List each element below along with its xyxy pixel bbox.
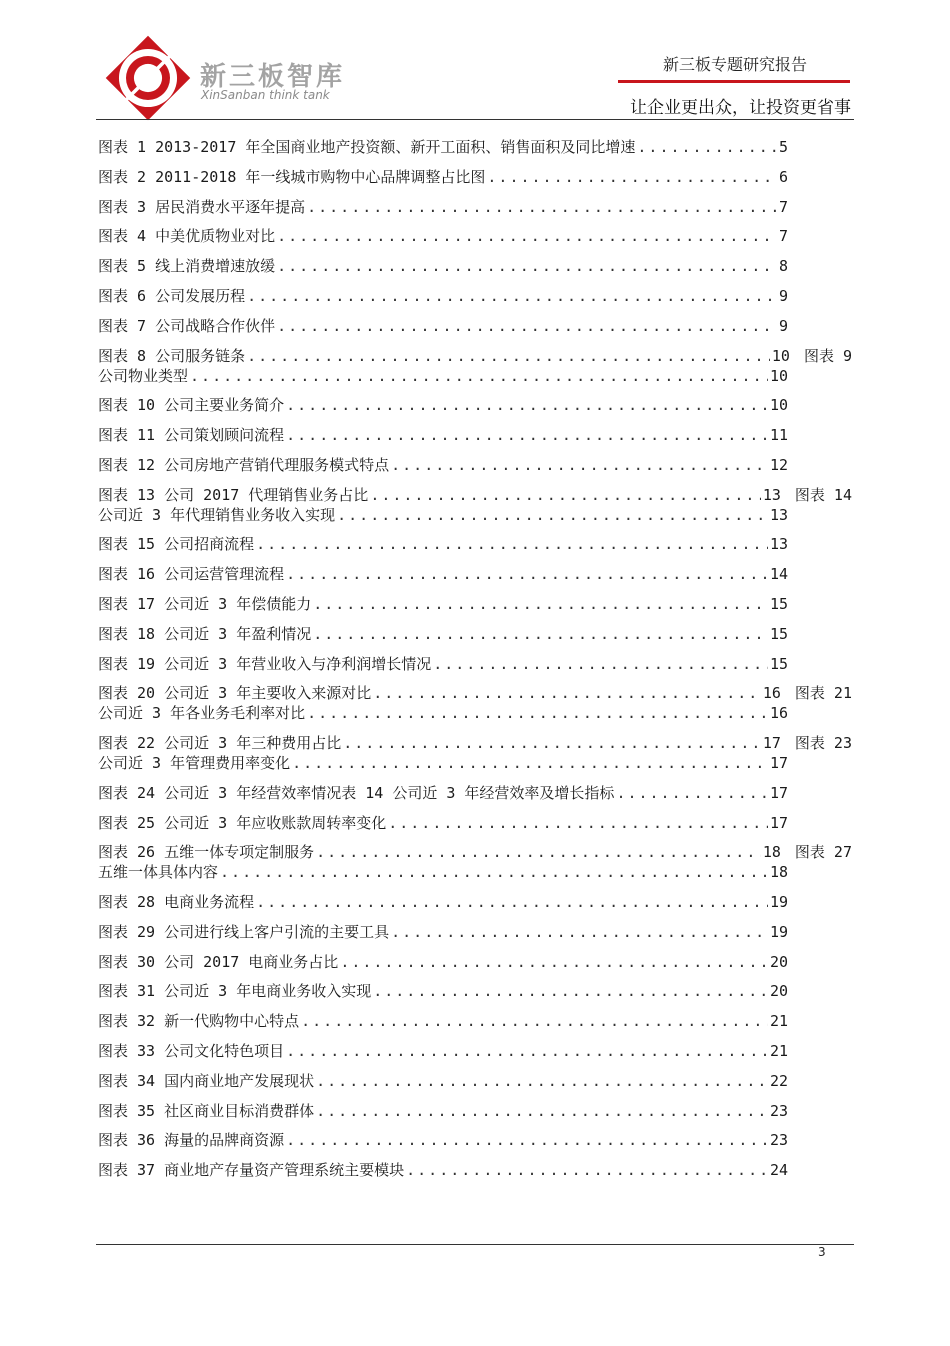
toc-entry-title: 图表 37 商业地产存量资产管理系统主要模块 — [98, 1161, 405, 1180]
toc-entry-page: 10 — [769, 366, 788, 385]
toc-entry[interactable] — [98, 1101, 852, 1131]
toc-entry-page: 23 — [769, 1101, 788, 1120]
slogan: 让企业更出众，让投资更省事 — [630, 98, 851, 117]
toc-leader-dots — [433, 654, 768, 674]
toc-entry-title: 公司物业类型 — [98, 366, 189, 385]
toc-entry-row — [98, 197, 788, 217]
toc-entry-title: 公司近 3 年各业务毛利率对比 — [98, 704, 306, 723]
toc-entry[interactable] — [98, 395, 852, 425]
toc-entry-page: 16 — [769, 704, 788, 723]
toc-leader-dots — [373, 683, 761, 703]
toc-entry-page: 6 — [778, 167, 788, 186]
toc-entry-row — [98, 1041, 788, 1061]
toc-entry-page: 20 — [769, 952, 788, 971]
toc-entry-title: 图表 1 2013-2017 年全国商业地产投资额、新开工面积、销售面积及同比增速 — [98, 138, 636, 156]
toc-entry-title: 图表 17 公司近 3 年偿债能力 — [98, 594, 312, 613]
toc-entry-row — [98, 981, 788, 1001]
toc-leader-dots — [301, 1011, 768, 1031]
toc-entry-page: 13 — [769, 505, 788, 524]
xinsanban-logo-icon — [104, 34, 192, 122]
toc-entry[interactable] — [98, 1011, 852, 1041]
toc-entry-title: 图表 22 公司近 3 年三种费用占比 — [98, 734, 342, 753]
toc-entry[interactable] — [98, 1130, 852, 1160]
toc-entry-title: 图表 31 公司近 3 年电商业务收入实现 — [98, 982, 372, 1001]
toc-entry-row — [98, 654, 788, 674]
toc-entry-row — [98, 226, 788, 246]
toc-entry[interactable] — [98, 624, 852, 654]
toc-entry-page: 18 — [769, 863, 788, 882]
toc-entry-row — [98, 455, 788, 475]
toc-entry-row — [98, 485, 852, 505]
toc-leader-dots — [343, 733, 761, 753]
toc-entry-page: 7 — [778, 227, 788, 246]
toc-entry-title: 图表 12 公司房地产营销代理服务模式特点 — [98, 455, 390, 474]
toc-entry[interactable] — [98, 1071, 852, 1101]
toc-entry-page: 23 — [769, 1131, 788, 1150]
toc-entry-row — [98, 505, 788, 525]
toc-leader-dots — [277, 226, 777, 246]
toc-entry[interactable] — [98, 654, 852, 684]
toc-leader-dots — [286, 1130, 768, 1150]
toc-entry-title: 图表 33 公司文化特色项目 — [98, 1041, 285, 1060]
page-number: 3 — [818, 1245, 826, 1259]
toc-next-entry-prefix: 图表 14 — [794, 485, 852, 504]
toc-entry-page: 17 — [769, 813, 788, 832]
toc-entry-row — [98, 1071, 788, 1091]
toc-entry[interactable] — [98, 137, 852, 167]
header-divider — [96, 119, 854, 120]
toc-entry-row — [98, 534, 788, 554]
toc-entry-row — [98, 594, 788, 614]
toc-entry-page: 15 — [769, 594, 788, 613]
toc-entry-page: 8 — [778, 257, 788, 276]
toc-next-entry-prefix: 图表 23 — [794, 734, 852, 753]
toc-entry[interactable] — [98, 683, 852, 733]
toc-entry-page: 24 — [769, 1161, 788, 1180]
toc-leader-dots — [316, 1101, 768, 1121]
toc-entry-page: 18 — [762, 843, 781, 862]
toc-entry-row — [98, 783, 788, 803]
toc-entry[interactable] — [98, 564, 852, 594]
toc-entry-title: 图表 28 电商业务流程 — [98, 892, 255, 911]
toc-entry-row — [98, 256, 788, 276]
toc-entry-title: 图表 10 公司主要业务简介 — [98, 396, 285, 415]
toc-leader-dots — [286, 395, 768, 415]
toc-entry-page: 9 — [778, 316, 788, 335]
toc-entry-page: 17 — [769, 783, 788, 802]
toc-entry[interactable] — [98, 167, 852, 197]
toc-entry-row — [98, 813, 788, 833]
toc-entry[interactable] — [98, 1160, 852, 1190]
toc-leader-dots — [373, 981, 768, 1001]
toc-entry-row — [98, 395, 788, 415]
toc-entry[interactable] — [98, 425, 852, 455]
toc-entry-row — [98, 1011, 788, 1031]
toc-entry[interactable] — [98, 316, 852, 346]
toc-entry-title: 图表 18 公司近 3 年盈利情况 — [98, 624, 312, 643]
toc-entry-title: 图表 35 社区商业目标消费群体 — [98, 1101, 315, 1120]
toc-entry[interactable] — [98, 197, 852, 227]
toc-leader-dots — [307, 197, 777, 217]
toc-leader-dots — [256, 534, 768, 554]
toc-entry-title: 图表 24 公司近 3 年经营效率情况表 14 公司近 3 年经营效率及增长指标 — [98, 783, 615, 802]
toc-leader-dots — [388, 813, 768, 833]
toc-entry-row — [98, 683, 852, 703]
toc-entry-page: 5 — [778, 138, 788, 156]
toc-entry-page: 21 — [769, 1012, 788, 1031]
toc-entry-title: 图表 20 公司近 3 年主要收入来源对比 — [98, 684, 372, 703]
toc-entry-row — [98, 703, 788, 723]
toc-next-entry-prefix: 图表 21 — [794, 684, 852, 703]
brand-name: 新三板智库 — [200, 62, 346, 92]
toc-entry-row — [98, 1130, 788, 1150]
toc-entry-row — [98, 425, 788, 445]
toc-entry[interactable] — [98, 733, 852, 783]
toc-leader-dots — [247, 286, 777, 306]
toc-entry-page: 10 — [769, 396, 788, 415]
toc-leader-dots — [286, 425, 768, 445]
toc-leader-dots — [247, 346, 770, 366]
toc-entry-title: 图表 7 公司战略合作伙伴 — [98, 316, 276, 335]
toc-entry[interactable] — [98, 981, 852, 1011]
toc-entry-page: 19 — [769, 892, 788, 911]
toc-entry-page: 12 — [769, 455, 788, 474]
toc-leader-dots — [313, 624, 768, 644]
toc-entry-page: 13 — [762, 485, 781, 504]
toc-entry-row — [98, 842, 852, 862]
toc-entry-title: 图表 19 公司近 3 年营业收入与净利润增长情况 — [98, 654, 432, 673]
toc-entry-page: 19 — [769, 922, 788, 941]
footer-divider — [96, 1244, 854, 1245]
toc-entry-page: 17 — [762, 734, 781, 753]
toc-leader-dots — [220, 862, 768, 882]
report-type: 新三板专题研究报告 — [662, 55, 807, 74]
toc-entry-title: 图表 34 国内商业地产发展现状 — [98, 1071, 315, 1090]
toc-entry-row — [98, 1101, 788, 1121]
toc-leader-dots — [286, 564, 768, 584]
toc-entry-title: 图表 3 居民消费水平逐年提高 — [98, 197, 306, 216]
toc-entry-title: 图表 5 线上消费增速放缓 — [98, 257, 276, 276]
toc-entry-page: 14 — [769, 565, 788, 584]
toc-entry-row — [98, 346, 852, 366]
toc-entry-row — [98, 286, 788, 306]
toc-entry-row — [98, 167, 788, 187]
toc-leader-dots — [277, 256, 777, 276]
toc-entry-title: 图表 26 五维一体专项定制服务 — [98, 843, 315, 862]
table-of-figures — [98, 137, 852, 1190]
toc-entry-page: 16 — [762, 684, 781, 703]
toc-entry-title: 图表 15 公司招商流程 — [98, 535, 255, 554]
toc-next-entry-prefix: 图表 9 — [803, 346, 852, 365]
toc-leader-dots — [391, 922, 768, 942]
toc-entry-page: 7 — [778, 197, 788, 216]
toc-leader-dots — [277, 316, 777, 336]
toc-leader-dots — [370, 485, 761, 505]
toc-entry-row — [98, 316, 788, 336]
toc-entry-title: 图表 16 公司运营管理流程 — [98, 565, 285, 584]
toc-entry-row — [98, 137, 788, 157]
toc-entry-page: 21 — [769, 1041, 788, 1060]
toc-entry-page: 20 — [769, 982, 788, 1001]
toc-entry-page: 15 — [769, 654, 788, 673]
toc-entry-page: 9 — [778, 286, 788, 305]
toc-entry-row — [98, 366, 788, 386]
toc-entry-title: 图表 13 公司 2017 代理销售业务占比 — [98, 485, 369, 504]
toc-leader-dots — [337, 505, 768, 525]
toc-entry-title: 图表 11 公司策划顾问流程 — [98, 426, 285, 445]
toc-entry-row — [98, 952, 788, 972]
toc-entry[interactable] — [98, 286, 852, 316]
toc-leader-dots — [316, 1071, 768, 1091]
toc-leader-dots — [487, 167, 777, 187]
toc-entry-page: 17 — [769, 754, 788, 773]
toc-entry-row — [98, 733, 852, 753]
toc-leader-dots — [313, 594, 768, 614]
toc-entry-title: 图表 8 公司服务链条 — [98, 346, 246, 365]
toc-leader-dots — [340, 952, 768, 972]
toc-entry-page: 13 — [769, 535, 788, 554]
toc-entry[interactable] — [98, 922, 852, 952]
header-red-divider — [618, 80, 850, 83]
toc-leader-dots — [316, 842, 761, 862]
toc-entry-title: 图表 2 2011-2018 年一线城市购物中心品牌调整占比图 — [98, 167, 486, 186]
toc-entry-title: 公司近 3 年管理费用率变化 — [98, 754, 291, 773]
toc-leader-dots — [307, 703, 768, 723]
toc-leader-dots — [391, 455, 768, 475]
toc-entry[interactable] — [98, 534, 852, 564]
toc-entry-row — [98, 922, 788, 942]
toc-entry[interactable] — [98, 842, 852, 892]
toc-entry-title: 图表 36 海量的品牌商资源 — [98, 1131, 285, 1150]
toc-entry-row — [98, 564, 788, 584]
toc-entry-title: 五维一体具体内容 — [98, 863, 219, 882]
toc-entry[interactable] — [98, 485, 852, 535]
toc-leader-dots — [190, 366, 768, 386]
toc-entry-page: 22 — [769, 1071, 788, 1090]
toc-entry[interactable] — [98, 226, 852, 256]
toc-entry[interactable] — [98, 813, 852, 843]
toc-entry[interactable] — [98, 346, 852, 396]
toc-entry-title: 图表 4 中美优质物业对比 — [98, 227, 276, 246]
toc-entry[interactable] — [98, 1041, 852, 1071]
toc-entry-title: 图表 29 公司进行线上客户引流的主要工具 — [98, 922, 390, 941]
toc-entry-title: 图表 6 公司发展历程 — [98, 286, 246, 305]
toc-entry-row — [98, 1160, 788, 1180]
toc-entry-page: 11 — [769, 426, 788, 445]
toc-entry[interactable] — [98, 455, 852, 485]
toc-entry-page: 15 — [769, 624, 788, 643]
toc-entry[interactable] — [98, 952, 852, 982]
toc-leader-dots — [286, 1041, 768, 1061]
toc-entry[interactable] — [98, 256, 852, 286]
toc-entry-title: 图表 25 公司近 3 年应收账款周转率变化 — [98, 813, 387, 832]
toc-leader-dots — [616, 783, 768, 803]
toc-entry[interactable] — [98, 594, 852, 624]
toc-leader-dots — [256, 892, 768, 912]
toc-entry-row — [98, 892, 788, 912]
brand-subtitle: XinSanban think tank — [201, 88, 330, 102]
toc-entry-title: 图表 32 新一代购物中心特点 — [98, 1012, 300, 1031]
toc-entry-page: 10 — [771, 346, 790, 365]
toc-entry-row — [98, 753, 788, 773]
toc-entry[interactable] — [98, 892, 852, 922]
toc-leader-dots — [292, 753, 768, 773]
toc-entry-title: 图表 30 公司 2017 电商业务占比 — [98, 952, 339, 971]
toc-entry-row — [98, 862, 788, 882]
toc-next-entry-prefix: 图表 27 — [794, 843, 852, 862]
toc-entry[interactable] — [98, 783, 852, 813]
toc-entry-title: 公司近 3 年代理销售业务收入实现 — [98, 505, 336, 524]
toc-entry-row — [98, 624, 788, 644]
toc-leader-dots — [406, 1160, 768, 1180]
toc-leader-dots — [637, 137, 777, 157]
